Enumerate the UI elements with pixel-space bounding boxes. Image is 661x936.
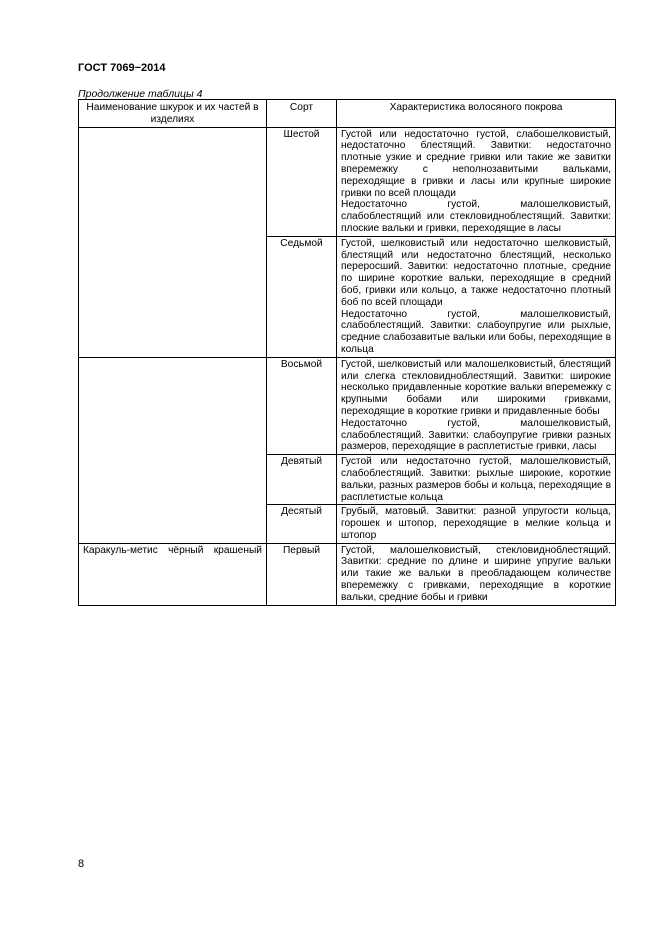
row-sort-cell: Восьмой	[267, 357, 337, 454]
page-number: 8	[78, 858, 85, 870]
description-paragraph: Густой или недостаточно густой, слабошелковистый, недостаточно блестящий. Завитки: недостаточно плотные узкие и средние гривки или такие же завитки вперемежку с неполнозавитыми вальками, переходящие в гривки и ласы или крупные широкие гривки по всей площади	[341, 128, 611, 199]
description-paragraph: Недостаточно густой, малошелковистый, слабоблестящий. Завитки: слабоупругие гривки разных размеров, переходящие в расплетистые гривки, ласы	[341, 417, 611, 453]
table-caption: Продолжение таблицы 4	[78, 88, 203, 100]
table-row	[79, 543, 616, 605]
column-header-description: Характеристика волосяного покрова	[337, 100, 616, 128]
column-header-name: Наименование шкурок и их частей в изделиях	[79, 100, 267, 128]
row-sort-cell: Девятый	[267, 455, 337, 505]
description-paragraph: Грубый, матовый. Завитки: разной упругости кольца, горошек и штопор, переходящие в мелкие кольца и штопор	[341, 506, 611, 541]
document-header: ГОСТ 7069−2014	[78, 62, 166, 74]
row-description-cell	[337, 505, 616, 543]
description-paragraph: Густой, шелковистый или малошелковистый, блестящий или слегка стекловидноблестящий. Завитки: широкие несколько придавленные короткие вальки вперемежку с крупными бобами или широкими гривками, переходящие в короткие гривки и придавленные бобы	[341, 358, 611, 417]
table-header-row	[79, 100, 616, 128]
row-description-cell	[337, 236, 616, 357]
row-name-cell	[79, 127, 267, 357]
row-description-cell	[337, 127, 616, 236]
table-row	[79, 127, 616, 236]
description-paragraph: Густой, малошелковистый, стекловидноблестящий. Завитки: средние по длине и ширине упругие вальки или такие же вальки в преобладающем количестве вперемежку с гривками, переходящие в короткие вальки, средние бобы и гривки	[341, 544, 611, 603]
row-sort-cell: Седьмой	[267, 236, 337, 357]
row-sort-cell: Десятый	[267, 505, 337, 543]
row-name-cell	[79, 357, 267, 543]
row-name-cell: Каракуль-метис чёрный крашеный	[79, 543, 267, 605]
row-sort-cell: Шестой	[267, 127, 337, 236]
description-paragraph: Недостаточно густой, малошелковистый, слабоблестящий или стекловидноблестящий. Завитки: плоские вальки и гривки, переходящие в ласы	[341, 199, 611, 234]
row-sort-cell: Первый	[267, 543, 337, 605]
grade-table	[78, 99, 616, 606]
column-header-sort: Сорт	[267, 100, 337, 128]
row-description-cell	[337, 357, 616, 454]
description-paragraph: Густой или недостаточно густой, малошелковистый, слабоблестящий. Завитки: рыхлые широкие, короткие вальки, разных размеров бобы и кольца, переходящие в расплетистые кольца	[341, 456, 611, 503]
table-row	[79, 357, 616, 454]
row-description-cell	[337, 543, 616, 605]
description-paragraph: Густой, шелковистый или недостаточно шелковистый, блестящий или недостаточно блестящий, несколько переросший. Завитки: недостаточно плотные, средние по ширине короткие вальки, переходящие в средний боб, гривки или кольцо, а также недостаточно плотный боб по всей площади	[341, 237, 611, 308]
row-description-cell	[337, 455, 616, 505]
description-paragraph: Недостаточно густой, малошелковистый, слабоблестящий. Завитки: слабоупругие или рыхлые, средние слабозавитые вальки или бобы, переходящие в кольца	[341, 308, 611, 355]
